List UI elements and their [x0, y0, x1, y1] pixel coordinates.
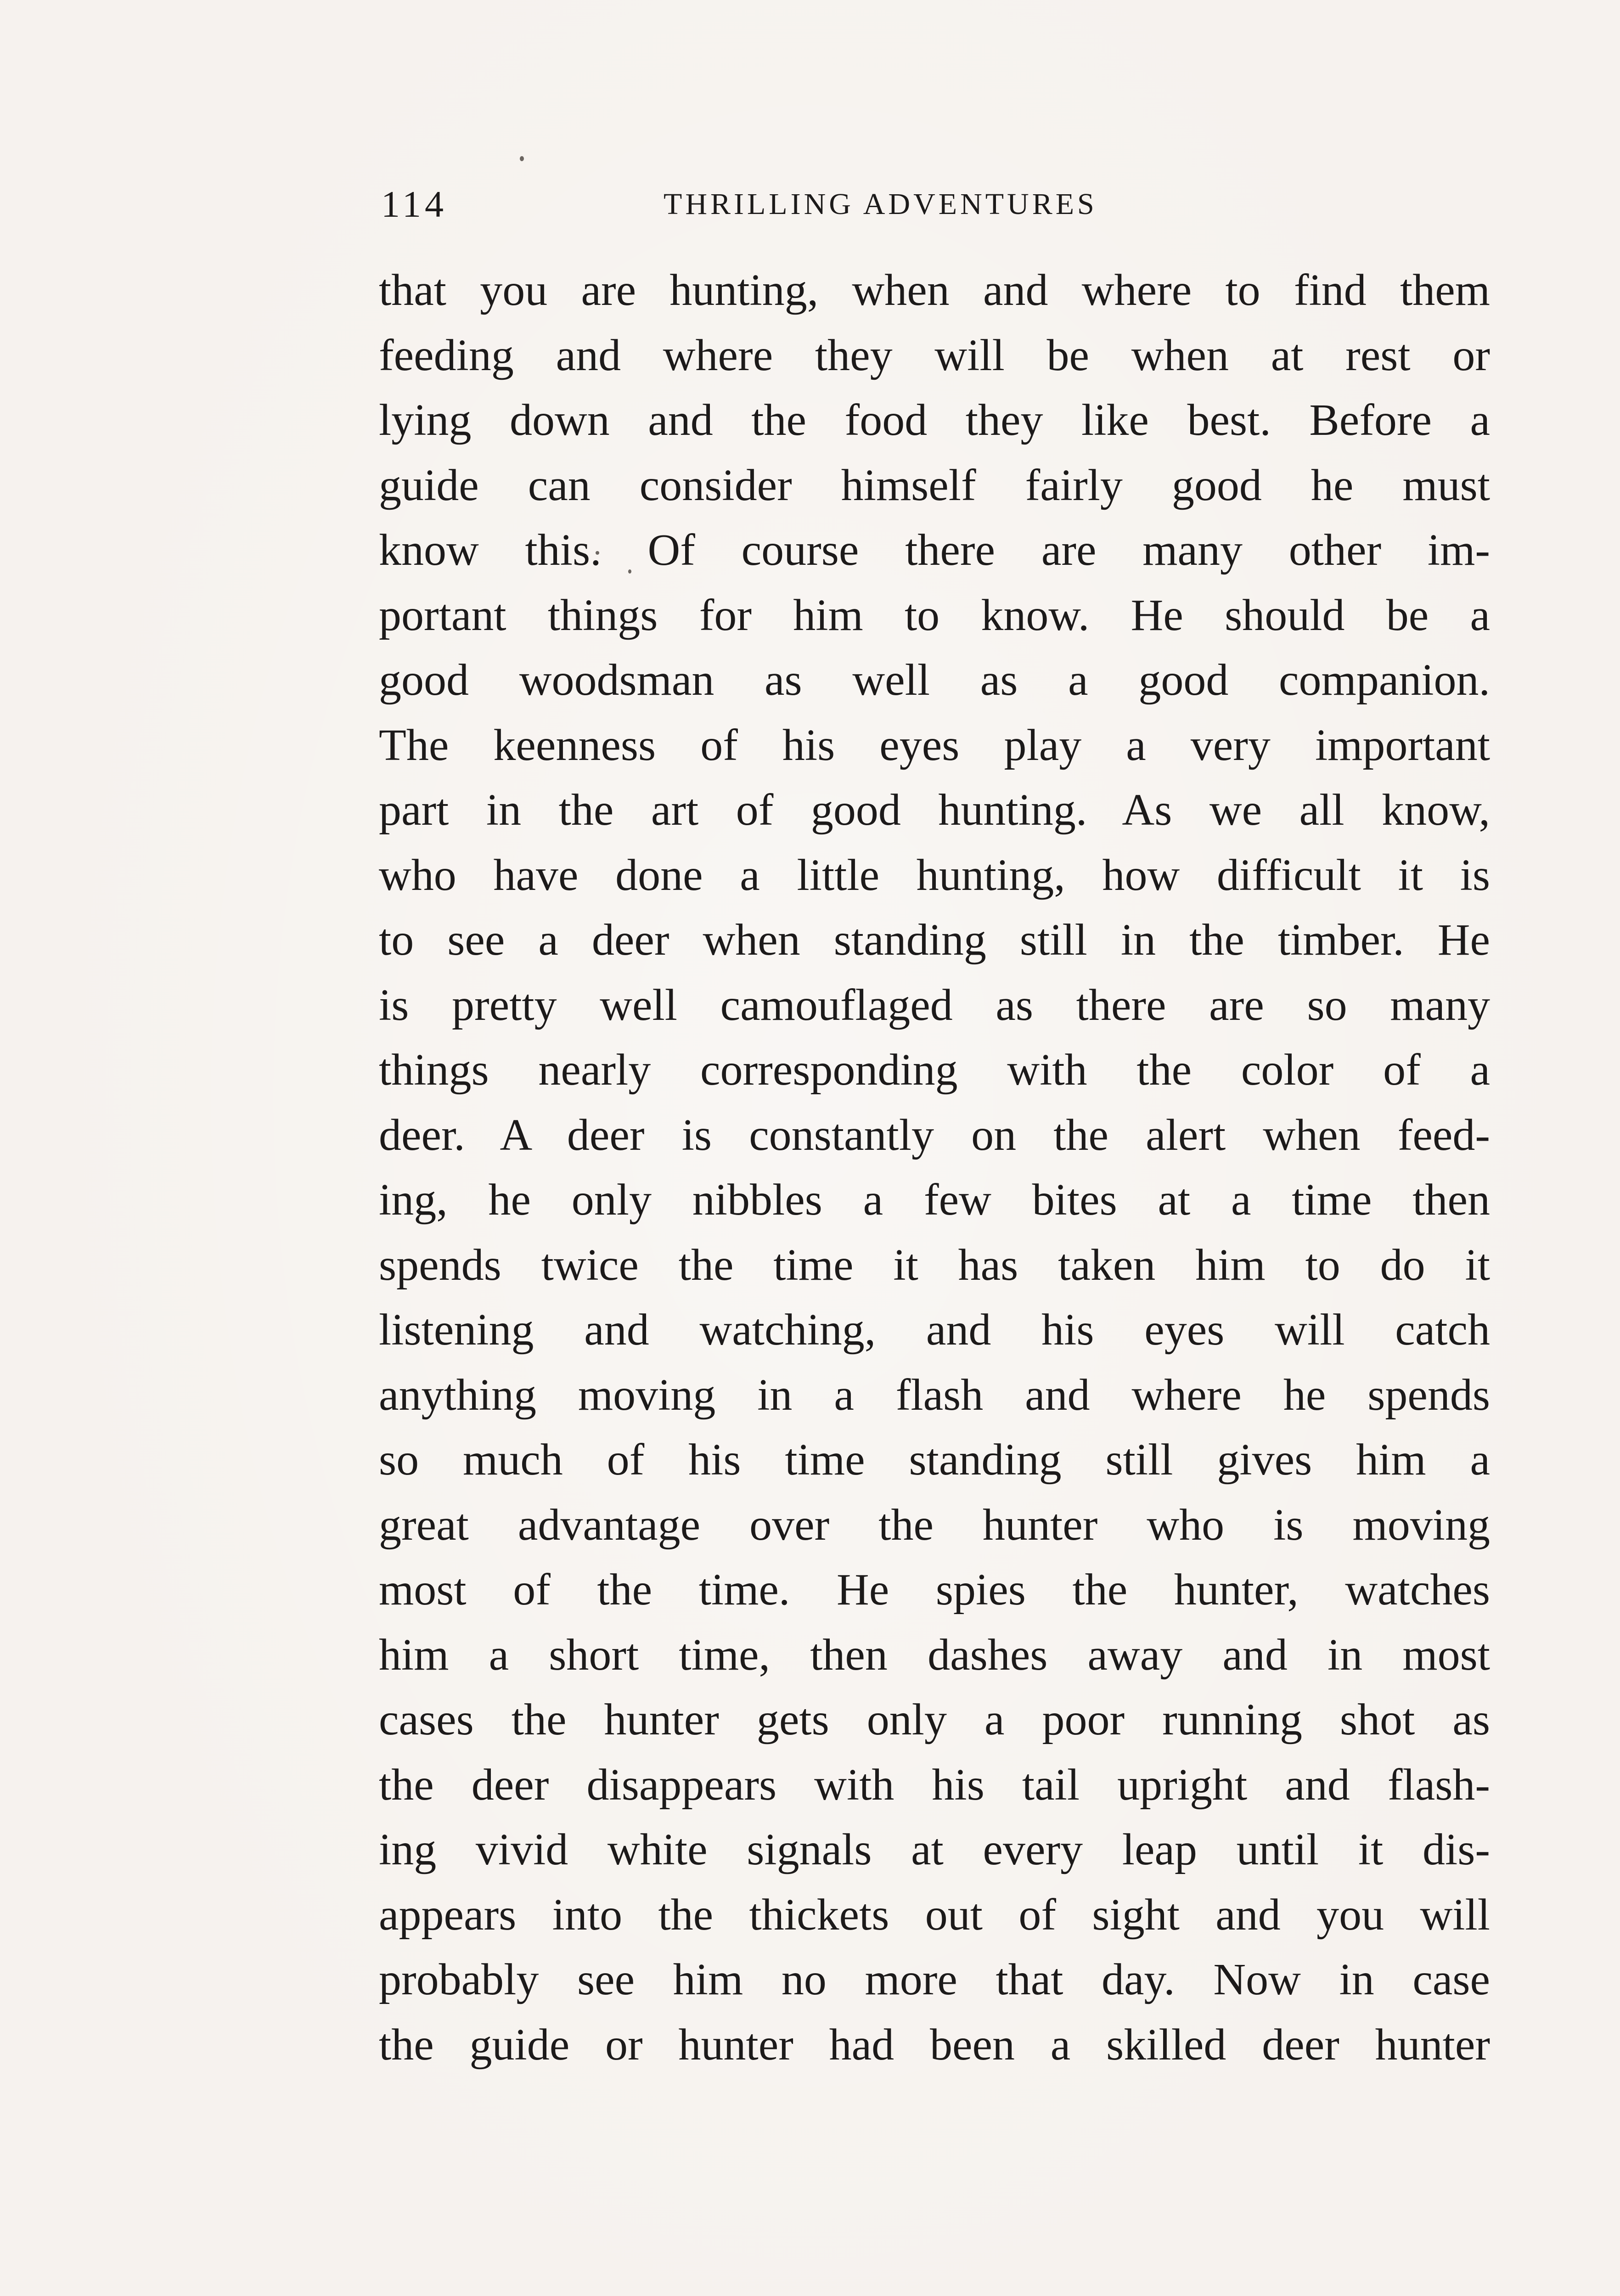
- text-line: the guide or hunter had been a skilled deer hunter: [379, 2020, 1490, 2070]
- text-line: good woodsman as well as a good companion.: [379, 655, 1490, 705]
- text-line: spends twice the time it has taken him to do it: [379, 1240, 1490, 1290]
- text-line: things nearly corresponding with the color of a: [379, 1045, 1490, 1095]
- text-line: ing vivid white signals at every leap until it dis-: [379, 1825, 1490, 1874]
- text-line: is pretty well camouflaged as there are so many: [379, 980, 1490, 1030]
- text-line: deer. A deer is constantly on the alert when feed-: [379, 1110, 1490, 1160]
- body-text: [379, 258, 1490, 2077]
- text-line: The keenness of his eyes play a very important: [379, 720, 1490, 770]
- text-line: most of the time. He spies the hunter, watches: [379, 1565, 1490, 1615]
- text-line: listening and watching, and his eyes will catch: [379, 1305, 1490, 1355]
- text-line: ing, he only nibbles a few bites at a time then: [379, 1175, 1490, 1225]
- text-line: the deer disappears with his tail upright and flash-: [379, 1760, 1490, 1810]
- text-line: part in the art of good hunting. As we all know,: [379, 785, 1490, 835]
- ink-speck: [520, 156, 524, 161]
- text-line: him a short time, then dashes away and in most: [379, 1630, 1490, 1680]
- running-head-title: THRILLING ADVENTURES: [664, 187, 1097, 221]
- text-line: cases the hunter gets only a poor running shot as: [379, 1695, 1490, 1745]
- page-number: 114: [381, 183, 447, 225]
- text-line: appears into the thickets out of sight and you will: [379, 1890, 1490, 1940]
- text-line: to see a deer when standing still in the timber. He: [379, 915, 1490, 965]
- text-line: who have done a little hunting, how difficult it is: [379, 850, 1490, 900]
- text-line: so much of his time standing still gives him a: [379, 1435, 1490, 1485]
- text-line: that you are hunting, when and where to find them: [379, 265, 1490, 315]
- text-line: portant things for him to know. He should be a: [379, 590, 1490, 640]
- text-line: feeding and where they will be when at rest or: [379, 330, 1490, 380]
- text-line: probably see him no more that day. Now in case: [379, 1955, 1490, 2004]
- text-line: great advantage over the hunter who is moving: [379, 1500, 1490, 1550]
- text-line: guide can consider himself fairly good he must: [379, 460, 1490, 510]
- text-line: anything moving in a flash and where he spends: [379, 1370, 1490, 1420]
- running-head: [381, 177, 1492, 232]
- text-line: know this. Of course there are many other im-: [379, 525, 1490, 575]
- text-line: lying down and the food they like best. Before a: [379, 395, 1490, 445]
